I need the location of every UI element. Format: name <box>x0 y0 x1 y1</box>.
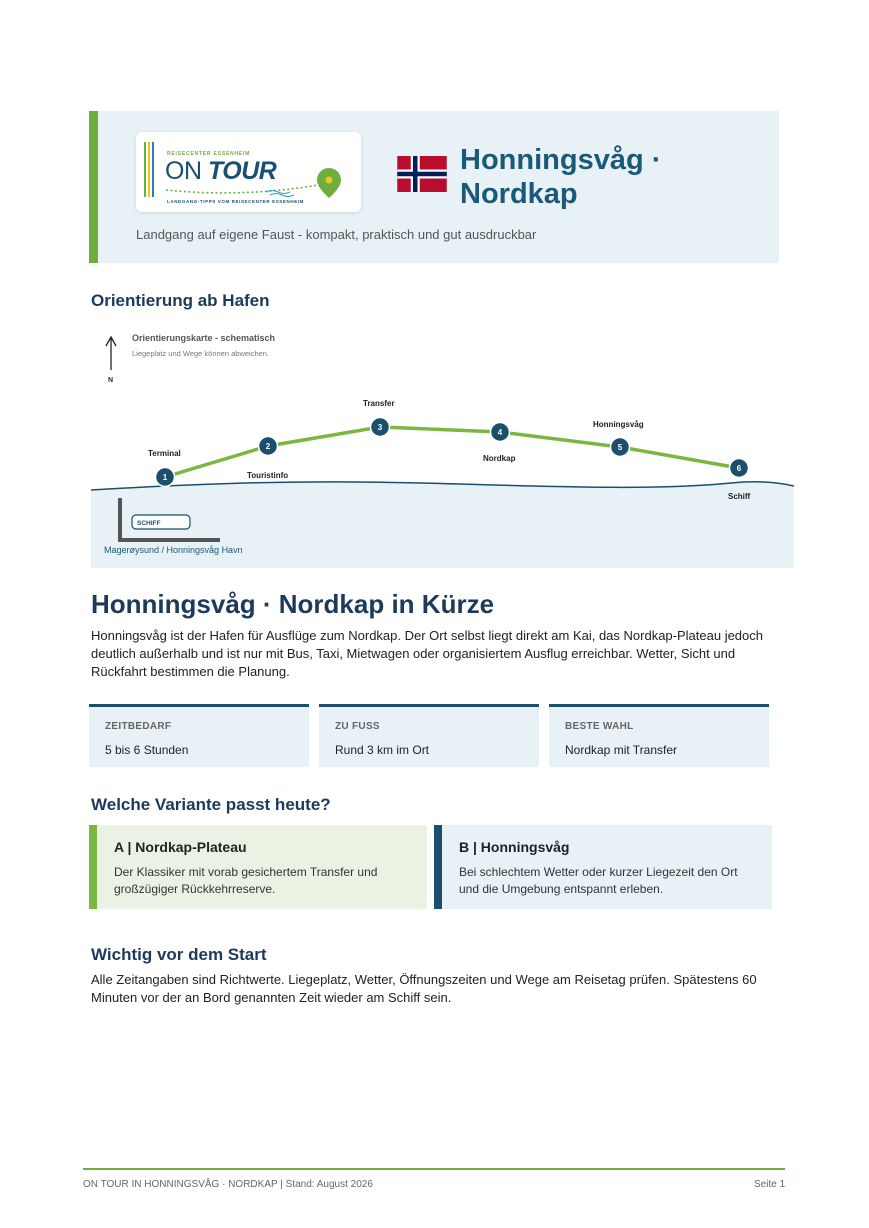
point-4-label: Nordkap <box>483 454 516 463</box>
point-3-number: 3 <box>377 423 383 432</box>
stat-value: Rund 3 km im Ort <box>335 743 430 757</box>
norway-flag-icon <box>394 156 450 192</box>
map-title: Orientierungskarte - schematisch <box>132 333 276 343</box>
orientation-map <box>91 325 794 568</box>
logo-brand-on: ON <box>165 157 202 185</box>
logo-brand <box>165 157 276 185</box>
summary-text: Honningsvåg ist der Hafen für Ausflüge zum Nordkap. Der Ort selbst liegt direkt am Kai, das Nordkap-Plateau jedoch deutlich außerhalb und ist nur mit Bus, Taxi, Mietwagen oder organisiertem Ausflug erreichbar. Wetter, Sicht und Rückfahrt bestimmen die Planung. <box>91 628 764 679</box>
point-6-label: Schiff <box>728 492 751 501</box>
variant-title: B | Honningsvåg <box>459 839 570 855</box>
north-arrow-icon <box>106 337 116 370</box>
stat-card-best <box>549 704 769 767</box>
point-6-number: 6 <box>736 464 742 473</box>
point-3-label: Transfer <box>363 399 395 408</box>
variant-text: Der Klassiker mit vorab gesichertem Transfer und großzügiger Rückkehrreserve. <box>114 865 378 896</box>
point-1-label: Terminal <box>148 449 181 458</box>
important-text: Alle Zeitangaben sind Richtwerte. Liegeplatz, Wetter, Öffnungszeiten und Wege am Reisetag prüfen. Spätestens 60 Minuten vor der an Bord genannten Zeit wieder am Schiff sein. <box>91 972 757 1005</box>
point-3-marker <box>371 418 390 437</box>
summary-heading: Honningsvåg · Nordkap in Kürze <box>91 589 495 619</box>
water-area <box>91 482 794 568</box>
logo-tagline: LANDGANG-TIPPS VOM REISECENTER ESSENHEIM <box>167 199 305 204</box>
point-1-marker <box>156 468 175 487</box>
route-line <box>165 427 739 477</box>
page-title: Honningsvåg · Nordkap <box>460 144 662 210</box>
point-1-number: 1 <box>162 473 168 482</box>
footer-text: ON TOUR IN HONNINGSVÅG · NORDKAP | Stand: August 2026 <box>83 1179 373 1190</box>
point-5-number: 5 <box>617 443 623 452</box>
point-5-label: Honningsvåg <box>593 420 644 429</box>
on-tour-logo <box>136 132 361 212</box>
stat-card-time <box>89 704 309 767</box>
point-2-marker <box>259 437 278 456</box>
variant-card-a <box>89 825 427 909</box>
water-label: Magerøysund / Honningsvåg Havn <box>104 545 243 555</box>
important-heading: Wichtig vor dem Start <box>91 945 267 964</box>
logo-small-text: REISECENTER ESSENHEIM <box>167 151 251 157</box>
header-banner <box>89 111 779 263</box>
point-4-number: 4 <box>497 428 503 437</box>
stat-label: ZU FUSS <box>335 721 380 732</box>
variant-title: A | Nordkap-Plateau <box>114 839 247 855</box>
stat-card-walk <box>319 704 539 767</box>
variants-heading: Welche Variante passt heute? <box>91 795 331 814</box>
point-5-marker <box>611 438 630 457</box>
point-6-marker <box>730 459 749 478</box>
page-number: Seite 1 <box>754 1179 786 1190</box>
point-4-marker <box>491 423 510 442</box>
stat-value: 5 bis 6 Stunden <box>105 743 189 757</box>
stat-label: ZEITBEDARF <box>105 721 172 732</box>
logo-brand-tour: TOUR <box>207 157 277 185</box>
stat-value: Nordkap mit Transfer <box>565 743 678 757</box>
ship-label: SCHIFF <box>137 520 161 527</box>
page-subtitle: Landgang auf eigene Faust - kompakt, praktisch und gut ausdruckbar <box>136 227 537 242</box>
point-2-label: Touristinfo <box>247 471 289 480</box>
map-note: Liegeplatz und Wege können abweichen. <box>132 349 270 358</box>
stat-label: BESTE WAHL <box>565 721 634 732</box>
variant-card-b <box>434 825 772 909</box>
point-2-number: 2 <box>265 442 271 451</box>
north-label: N <box>108 377 114 384</box>
orientation-heading: Orientierung ab Hafen <box>91 291 270 310</box>
variant-text: Bei schlechtem Wetter oder kurzer Liegezeit den Ort und die Umgebung entspannt erleben. <box>459 865 738 896</box>
footer-divider <box>83 1168 785 1170</box>
